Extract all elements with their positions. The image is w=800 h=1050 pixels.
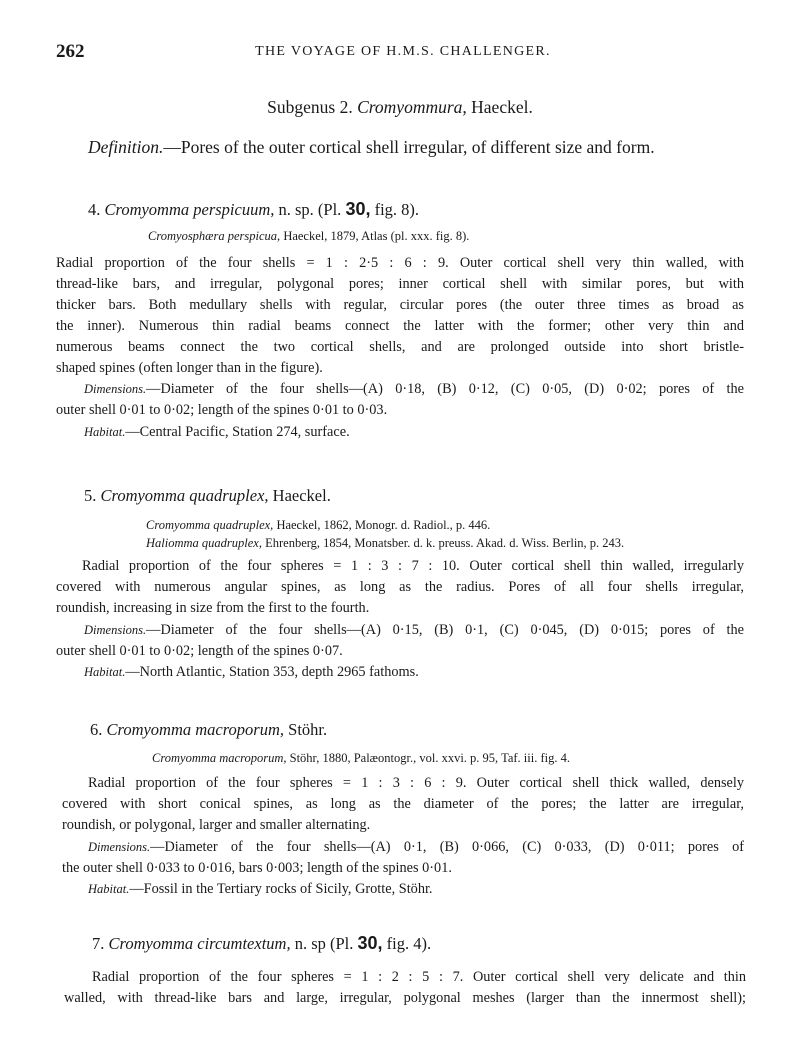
dimensions-line: outer shell 0·01 to 0·02; length of the spines 0·07. [56,643,343,659]
dimensions-line: Dimensions.—Diameter of the four shells—(A) 0·1, (B) 0·066, (C) 0·033, (D) 0·011; pores of [88,839,744,855]
description-line: thread-like bars, and irregular, polygonal pores; inner cortical shell with similar pores, but with [56,276,744,292]
description-line: numerous beams connect the two cortical shells, and are prolonged outside into short bristle- [56,339,744,355]
description-line: covered with short conical spines, as long as the diameter of the pores; the latter are irregular, [62,796,744,812]
species-heading: 6. Cromyomma macroporum, Stöhr. [90,720,328,739]
subgenus-definition: Definition.—Pores of the outer cortical shell irregular, of different size and form. [88,137,655,157]
description-line: thicker bars. Both medullary shells with regular, circular pores (the outer three times as broad as [56,297,744,313]
description-line: Radial proportion of the four spheres = 1 : 2 : 5 : 7. Outer cortical shell very delicate and thin [92,969,746,985]
page-number: 262 [56,41,85,62]
description-line: Radial proportion of the four spheres = 1 : 3 : 6 : 9. Outer cortical shell thick walled, densely [88,775,744,791]
description-line: Radial proportion of the four spheres = 1 : 3 : 7 : 10. Outer cortical shell thin walled, irregularly [82,558,744,574]
description-line: the inner). Numerous thin radial beams connect the latter with the former; other very thin and [56,318,744,334]
description-line: roundish, or polygonal, larger and smaller alternating. [62,817,371,833]
description-line: Radial proportion of the four shells = 1 : 2·5 : 6 : 9. Outer cortical shell very thin walled, with [56,255,744,271]
dimensions-line: Dimensions.—Diameter of the four shells—(A) 0·18, (B) 0·12, (C) 0·05, (D) 0·02; pores of the [84,381,744,397]
dimensions-line: Dimensions.—Diameter of the four shells—(A) 0·15, (B) 0·1, (C) 0·045, (D) 0·015; pores of the [84,622,744,638]
species-heading: 4. Cromyomma perspicuum, n. sp. (Pl. 30, fig. 8). [88,199,420,219]
species-heading: 7. Cromyomma circumtextum, n. sp (Pl. 30, fig. 4). [92,933,432,953]
description-line: walled, with thread-like bars and large, irregular, polygonal meshes (larger than the innermost shell); [64,990,746,1006]
subgenus-heading: Subgenus 2. Cromyommura, Haeckel. [267,97,533,117]
description-line: shaped spines (often longer than in the figure). [56,360,323,376]
habitat-line: Habitat.—North Atlantic, Station 353, depth 2965 fathoms. [84,664,419,680]
synonym-line: Cromyosphæra perspicua, Haeckel, 1879, Atlas (pl. xxx. fig. 8). [148,229,470,243]
description-line: roundish, increasing in size from the first to the fourth. [56,600,370,616]
page-header [56,41,750,65]
synonym-line: Haliomma quadruplex, Ehrenberg, 1854, Monatsber. d. k. preuss. Akad. d. Wiss. Berlin, p. 243. [146,536,625,550]
habitat-line: Habitat.—Central Pacific, Station 274, surface. [84,424,350,440]
dimensions-line: the outer shell 0·033 to 0·016, bars 0·003; length of the spines 0·01. [62,860,452,876]
synonym-line: Cromyomma macroporum, Stöhr, 1880, Palæontogr., vol. xxvi. p. 95, Taf. iii. fig. 4. [152,751,570,765]
habitat-line: Habitat.—Fossil in the Tertiary rocks of Sicily, Grotte, Stöhr. [88,881,433,897]
dimensions-line: outer shell 0·01 to 0·02; length of the spines 0·01 to 0·03. [56,402,388,418]
synonym-line: Cromyomma quadruplex, Haeckel, 1862, Monogr. d. Radiol., p. 446. [146,518,491,532]
description-line: covered with numerous angular spines, as long as the radius. Pores of all four shells irregular, [56,579,744,595]
running-title: THE VOYAGE OF H.M.S. CHALLENGER. [255,44,551,59]
species-heading: 5. Cromyomma quadruplex, Haeckel. [84,486,331,505]
